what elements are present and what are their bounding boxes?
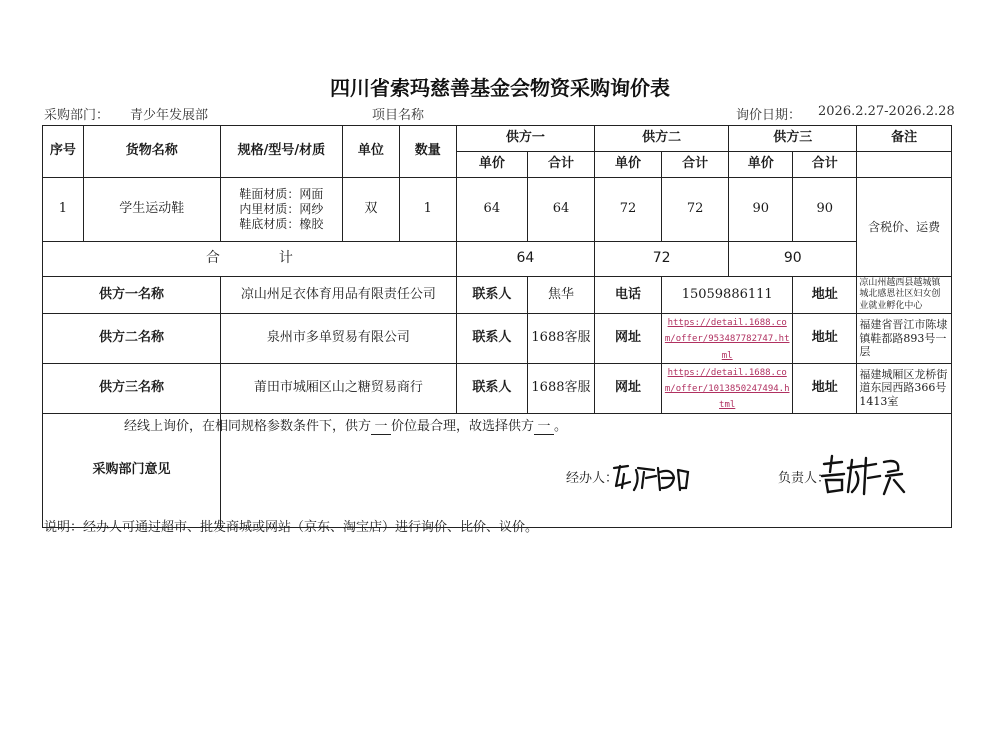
header-s3-unit-price: 单价 — [729, 152, 793, 178]
supplier2-name: 泉州市多单贸易有限公司 — [220, 314, 456, 364]
supplier3-contact: 1688客服 — [527, 363, 594, 413]
s3-unit-price: 90 — [729, 178, 793, 242]
spec-sole: 鞋底材质：橡胶 — [239, 217, 324, 231]
header-s1-unit-price: 单价 — [456, 152, 527, 178]
s2-unit-price: 72 — [595, 178, 662, 242]
handler-signature — [610, 460, 690, 494]
s2-subtotal: 72 — [662, 178, 729, 242]
s3-subtotal: 90 — [793, 178, 857, 242]
supplier2-url-label: 网址 — [595, 314, 662, 364]
s1-subtotal: 64 — [527, 178, 594, 242]
supplier3-url-label: 网址 — [595, 363, 662, 413]
supplier-row-2 — [43, 314, 952, 364]
total-label — [43, 242, 457, 277]
supplier1-phone-label: 电话 — [595, 277, 662, 314]
form-title: 四川省索玛慈善基金会物资采购询价表 — [330, 76, 670, 100]
opinion-text — [124, 415, 567, 435]
leader-signature — [818, 452, 910, 498]
opinion-blank-1: 一 — [371, 415, 391, 435]
opinion-blank-2: 一 — [534, 415, 554, 435]
total-s2: 72 — [595, 242, 729, 277]
supplier3-address: 福建城厢区龙桥街道东园西路366号1413室 — [857, 363, 952, 413]
header-s2-unit-price: 单价 — [595, 152, 662, 178]
item-remark: 含税价、运费 — [857, 178, 952, 277]
supplier1-label: 供方一名称 — [43, 277, 221, 314]
total-label-b: 计 — [278, 250, 293, 267]
opinion-label: 采购部门意见 — [43, 413, 221, 527]
item-name: 学生运动鞋 — [83, 178, 220, 242]
total-label-a: 合 — [205, 250, 220, 267]
supplier3-url-link[interactable]: https://detail.1688.com/offer/1013850247494.html — [664, 367, 790, 411]
opinion-suffix: 。 — [554, 419, 568, 434]
header-supplier1: 供方一 — [456, 126, 594, 152]
supplier1-name: 凉山州足衣体育用品有限责任公司 — [220, 277, 456, 314]
dept-label: 采购部门： — [44, 108, 110, 123]
header-supplier3: 供方三 — [729, 126, 857, 152]
header-remark: 备注 — [857, 126, 952, 152]
supplier-row-1 — [43, 277, 952, 314]
supplier1-phone: 15059886111 — [662, 277, 793, 314]
date-label: 询价日期： — [736, 108, 802, 123]
leader-label: 负责人： — [778, 471, 831, 486]
supplier2-contact: 1688客服 — [527, 314, 594, 364]
supplier1-contact: 焦华 — [527, 277, 594, 314]
spec-upper: 鞋面材质：网面 — [239, 187, 324, 201]
item-unit: 双 — [342, 178, 399, 242]
header-qty: 数量 — [399, 126, 456, 178]
total-s3: 90 — [729, 242, 857, 277]
header-s3-subtotal: 合计 — [793, 152, 857, 178]
project-label: 项目名称 — [372, 108, 425, 123]
header-remark-blank — [857, 152, 952, 178]
supplier3-label: 供方三名称 — [43, 363, 221, 413]
supplier2-url-cell — [662, 314, 793, 364]
spec-lining: 内里材质：网纱 — [239, 202, 324, 216]
header-seq: 序号 — [43, 126, 84, 178]
supplier2-address-label: 地址 — [793, 314, 857, 364]
date-value: 2026.2.27-2026.2.28 — [818, 104, 955, 119]
total-row — [43, 242, 952, 277]
supplier2-address: 福建省晋江市陈埭镇鞋都路893号一层 — [857, 314, 952, 364]
supplier2-label: 供方二名称 — [43, 314, 221, 364]
opinion-prefix: 经线上询价，在相同规格参数条件下，供方 — [124, 419, 372, 434]
supplier2-url-link[interactable]: https://detail.1688.com/offer/953487782747.html — [664, 318, 790, 361]
header-row-1 — [43, 126, 952, 152]
supplier3-contact-label: 联系人 — [456, 363, 527, 413]
supplier3-address-label: 地址 — [793, 363, 857, 413]
supplier3-url-cell — [662, 363, 793, 413]
header-s1-subtotal: 合计 — [527, 152, 594, 178]
s1-unit-price: 64 — [456, 178, 527, 242]
item-spec — [220, 178, 342, 242]
dept-value: 青少年发展部 — [130, 108, 209, 123]
supplier-row-3 — [43, 363, 952, 413]
item-seq: 1 — [43, 178, 84, 242]
header-item-name: 货物名称 — [83, 126, 220, 178]
item-qty: 1 — [399, 178, 456, 242]
header-spec: 规格/型号/材质 — [220, 126, 342, 178]
supplier1-address: 凉山州越西县越城镇城北感恩社区妇女创业就业孵化中心 — [857, 277, 952, 314]
item-row — [43, 178, 952, 242]
opinion-middle: 价位最合理，故选择供方 — [391, 419, 535, 434]
total-s1: 64 — [456, 242, 594, 277]
supplier3-name: 莆田市城厢区山之糖贸易商行 — [220, 363, 456, 413]
handler-label: 经办人： — [566, 471, 619, 486]
header-unit: 单位 — [342, 126, 399, 178]
footnote: 说明：经办人可通过超市、批发商城或网站（京东、淘宝店）进行询价、比价、议价。 — [44, 520, 539, 535]
supplier1-contact-label: 联系人 — [456, 277, 527, 314]
supplier1-address-label: 地址 — [793, 277, 857, 314]
supplier2-contact-label: 联系人 — [456, 314, 527, 364]
header-s2-subtotal: 合计 — [662, 152, 729, 178]
header-supplier2: 供方二 — [595, 126, 729, 152]
